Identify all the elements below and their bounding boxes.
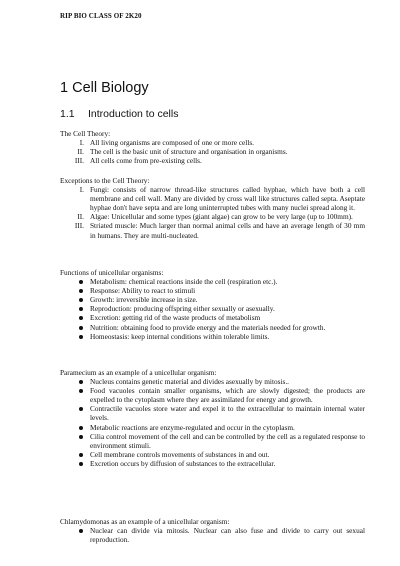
bullet-icon [79, 326, 83, 330]
list-item [60, 377, 365, 386]
list-marker: III. [74, 156, 84, 166]
list-item-text: All living organisms are composed of one or more cells. [90, 138, 255, 148]
functions-list [60, 277, 365, 341]
list-item-text: Nucleus contains genetic material and divides asexually by mitosis.. [90, 377, 289, 387]
list-item [60, 221, 365, 239]
bullet-icon [79, 407, 83, 411]
list-item-text: Excretion: getting rid of the waste products of metabolism [90, 313, 261, 323]
list-item [60, 295, 365, 304]
list-item [60, 526, 365, 544]
cell-theory-list [60, 138, 365, 165]
bullet-icon [79, 280, 83, 284]
chlamydomonas-list [60, 526, 365, 544]
paramecium-title: Paramecium as an example of a unicellular organism: [60, 368, 217, 377]
section-title: Introduction to cells [88, 108, 179, 120]
list-item-text: Homeostasis: keep internal conditions within tolerable limits. [90, 331, 270, 341]
bullet-icon [79, 298, 83, 302]
paramecium-list [60, 377, 365, 468]
chlamydomonas-block [60, 517, 365, 544]
list-item [60, 313, 365, 322]
functions-title: Functions of unicellular organisms: [60, 268, 164, 277]
bullet-icon [79, 529, 83, 533]
bullet-icon [79, 453, 83, 457]
list-item [60, 404, 365, 422]
list-item-text: Metabolism: chemical reactions inside the cell (respiration etc.). [90, 277, 278, 287]
list-item-text: Striated muscle: Much larger than normal animal cells and have an average length of 30 mm in humans. They are multi-nucleated. [90, 221, 365, 240]
bullet-icon [79, 426, 83, 430]
chapter-title: 1 Cell Biology [60, 80, 149, 96]
list-item [60, 432, 365, 450]
list-item-text: Cilia control movement of the cell and can be controlled by the cell as a regulated response to environment stimuli. [90, 431, 365, 450]
list-item-text: Cell membrane controls movements of substances in and out. [90, 449, 270, 459]
list-item-text: All cells come from pre-existing cells. [90, 156, 202, 166]
list-item [60, 459, 365, 468]
list-item [60, 450, 365, 459]
bullet-icon [79, 435, 83, 439]
bullet-icon [79, 307, 83, 311]
list-item-text: Reproduction: producing offspring either sexually or asexually. [90, 304, 275, 314]
list-marker: III. [74, 221, 84, 231]
list-item [60, 386, 365, 404]
list-item-text: Metabolic reactions are enzyme-regulated and occur in the cytoplasm. [90, 422, 295, 432]
list-item-text: Algae: Unicellular and some types (giant algae) can grow to be very large (up to 100mm). [90, 212, 353, 222]
document-header: RIP BIO CLASS OF 2K20 [60, 12, 142, 20]
list-item-text: The cell is the basic unit of structure and organisation in organisms. [90, 147, 288, 157]
functions-block [60, 268, 365, 341]
cell-theory-title: The Cell Theory: [60, 129, 111, 138]
list-marker: II. [77, 147, 84, 157]
cell-theory-block [60, 129, 365, 165]
list-item-text: Excretion occurs by diffusion of substances to the extracellular. [90, 458, 276, 468]
list-marker: I. [79, 138, 84, 148]
bullet-icon [79, 289, 83, 293]
list-item [60, 423, 365, 432]
list-item [60, 332, 365, 341]
bullet-icon [79, 316, 83, 320]
list-item [60, 147, 365, 156]
paramecium-block [60, 368, 365, 468]
bullet-icon [79, 380, 83, 384]
list-item-text: Nutrition: obtaining food to provide energy and the materials needed for growth. [90, 322, 326, 332]
exceptions-list [60, 185, 365, 240]
section-number: 1.1 [60, 108, 75, 120]
list-item-text: Food vacuoles contain smaller organisms, which are slowly digested; the products are expelled to the cytoplasm where they are assimilated for energy and growth. [90, 386, 365, 405]
chlamydomonas-title: Chlamydomonas as an example of a unicellular organism: [60, 517, 230, 526]
list-item [60, 138, 365, 147]
list-marker: I. [79, 185, 84, 195]
bullet-icon [79, 462, 83, 466]
list-marker: II. [77, 212, 84, 222]
list-item [60, 185, 365, 212]
list-item [60, 212, 365, 221]
list-item-text: Fungi: consists of narrow thread-like structures called hyphae, which have both a cell membrane and cell wall. Many are divided by cross wall like structures called septa. Aseptate hyphae don't have septa and are long uninterrupted tubes with many nuclei spread along it. [90, 185, 365, 213]
list-item-text: Response: Ability to react to stimuli [90, 286, 196, 296]
list-item [60, 304, 365, 313]
list-item-text: Growth: irreversible increase in size. [90, 295, 198, 305]
exceptions-title: Exceptions to the Cell Theory: [60, 176, 150, 185]
exceptions-block [60, 176, 365, 240]
list-item-text: Contractile vacuoles store water and expel it to the extracellular to maintain internal water levels. [90, 404, 365, 423]
list-item [60, 156, 365, 165]
bullet-icon [79, 335, 83, 339]
bullet-icon [79, 389, 83, 393]
list-item [60, 323, 365, 332]
list-item [60, 277, 365, 286]
list-item [60, 286, 365, 295]
section-heading [60, 108, 178, 120]
list-item-text: Nuclear can divide via mitosis. Nuclear can also fuse and divide to carry out sexual reproduction. [90, 526, 365, 545]
